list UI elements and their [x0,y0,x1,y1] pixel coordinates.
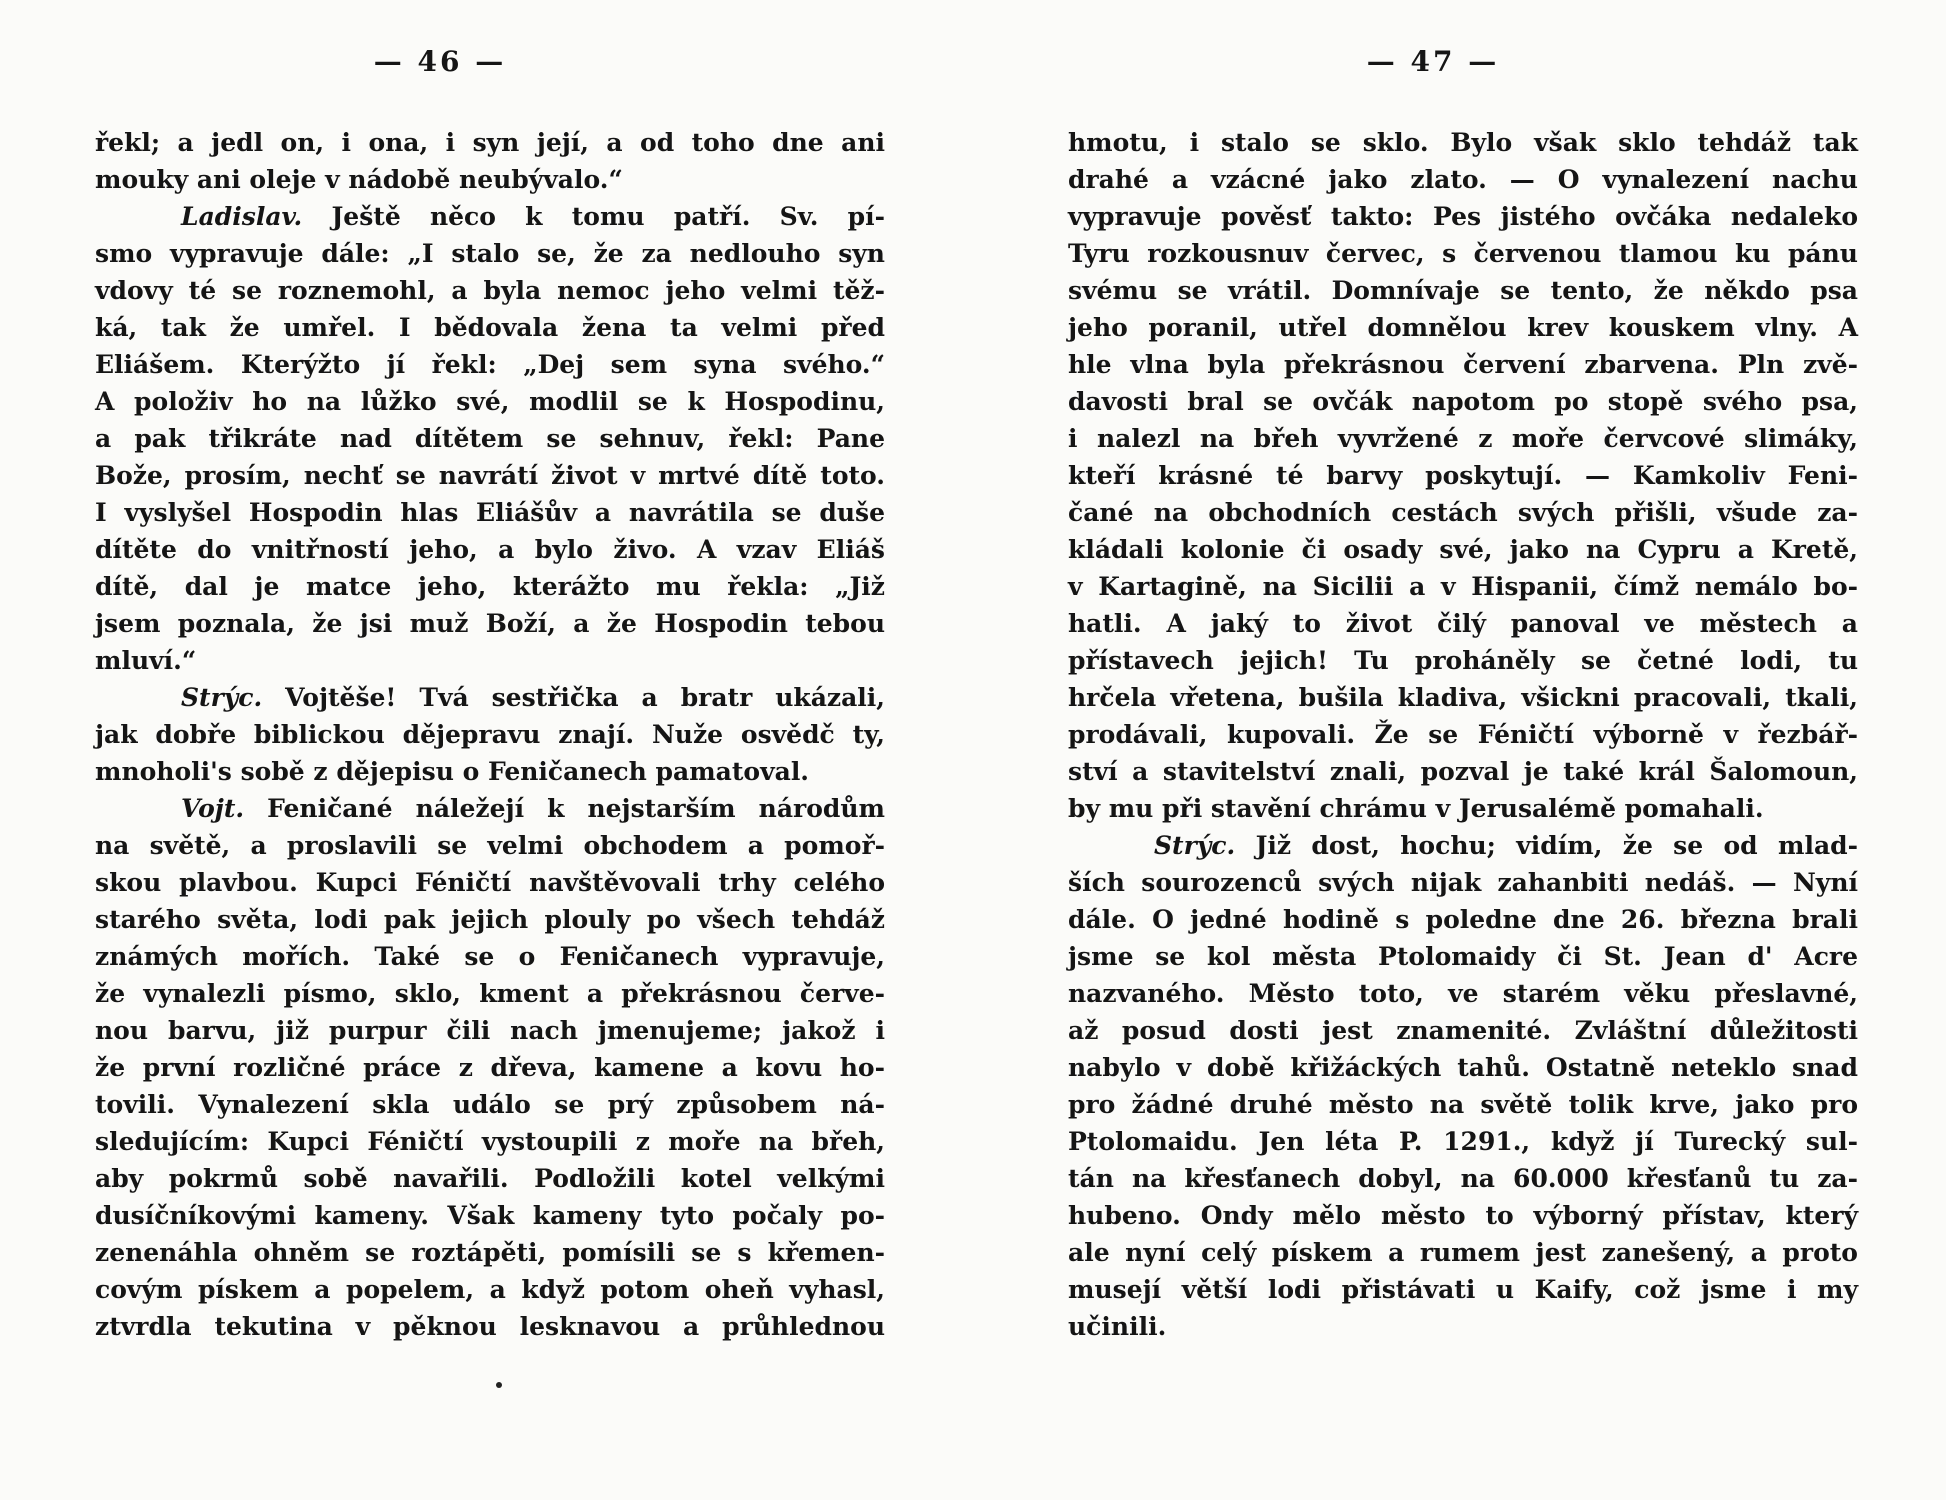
text-line [1068,827,1858,864]
line-text: a pak třikráte nad dítětem se sehnuv, řekl: Pane [95,424,885,453]
text-line [95,346,885,383]
text-line [1068,864,1858,901]
text-line [1068,1271,1858,1308]
text-line [95,827,885,864]
text-line [1068,457,1858,494]
line-text: známých mořích. Také se o Feničanech vypravuje, [95,942,885,971]
line-text: hmotu, i stalo se sklo. Bylo však sklo tehdáž tak [1068,128,1858,157]
line-text: ztvrdla tekutina v pěknou lesknavou a průhlednou [95,1312,885,1341]
line-text: ale nyní celý pískem a rumem jest zanešený, a proto [1068,1238,1858,1267]
line-text: hatli. A jaký to život čilý panoval ve městech a [1068,609,1858,638]
line-text: i nalezl na břeh vyvržené z moře červcové slimáky, [1068,424,1858,453]
line-text: Již dost, hochu; vidím, že se od mlad- [1235,831,1858,860]
line-text: sledujícím: Kupci Féničtí vystoupili z moře na břeh, [95,1127,885,1156]
text-line [95,1086,885,1123]
text-line [1068,235,1858,272]
line-text: covým pískem a popelem, a když potom oheň vyhasl, [95,1275,885,1304]
line-text: Tyru rozkousnuv červec, s červenou tlamou ku pánu [1068,239,1858,268]
line-text: až posud dosti jest znamenité. Zvláštní důležitosti [1068,1016,1858,1045]
text-line [95,753,885,790]
line-text: nabylo v době křižáckých tahů. Ostatně neteklo snad [1068,1053,1858,1082]
text-line [1068,494,1858,531]
text-line [1068,1234,1858,1271]
text-line [1068,1160,1858,1197]
line-text: vdovy té se roznemohl, a byla nemoc jeho velmi těž- [95,276,885,305]
line-text: zenenáhla ohněm se roztápěti, pomísili se s křemen- [95,1238,885,1267]
text-line [1068,975,1858,1012]
line-text: dítě, dal je matce jeho, kterážto mu řekla: „Již [95,572,885,601]
line-text: v Kartagině, na Sicilii a v Hispanii, čímž nemálo bo- [1068,572,1858,601]
text-line [95,309,885,346]
line-text: hubeno. Ondy mělo město to výborný přístav, který [1068,1201,1858,1230]
text-line [95,938,885,975]
text-line [95,568,885,605]
line-text: mluví.“ [95,646,197,675]
line-text: Bože, prosím, nechť se navrátí život v mrtvé dítě toto. [95,461,885,490]
line-text: jeho poranil, utřel domnělou krev kouskem vlny. A [1068,313,1858,342]
line-text: svému se vrátil. Domnívaje se tento, že někdo psa [1068,276,1858,305]
text-line [1068,1049,1858,1086]
line-text: nazvaného. Město toto, ve starém věku přeslavné, [1068,979,1858,1008]
text-line [1068,309,1858,346]
text-line [1068,124,1858,161]
text-line [95,494,885,531]
text-line [1068,1308,1858,1345]
page-body [95,124,885,1345]
text-line [1068,198,1858,235]
line-text: hrčela vřetena, bušila kladiva, všickni pracovali, tkali, [1068,683,1858,712]
text-line [95,1160,885,1197]
text-line [1068,568,1858,605]
line-text: dále. O jedné hodině s poledne dne 26. března brali [1068,905,1858,934]
text-line [95,864,885,901]
text-line [1068,531,1858,568]
text-line [95,1234,885,1271]
text-line [95,975,885,1012]
speaker-name: Ladislav. [181,202,303,231]
page-number: — 47 — [1366,45,1500,78]
text-line [1068,790,1858,827]
text-line [95,1308,885,1345]
text-line [95,457,885,494]
line-text: musejí větší lodi přistávati u Kaify, což jsme i my [1068,1275,1858,1304]
page-number: — 46 — [373,45,507,78]
text-line [95,716,885,753]
speaker-name: Strýc. [1154,831,1236,860]
text-line [1068,938,1858,975]
ink-speck [496,1382,502,1388]
text-line [1068,642,1858,679]
line-text: pro žádné druhé město na světě tolik krve, jako pro [1068,1090,1858,1119]
text-line [1068,605,1858,642]
text-line [95,1197,885,1234]
text-line [95,124,885,161]
line-text: přístavech jejich! Tu proháněly se četné lodi, tu [1068,646,1858,675]
text-line [95,642,885,679]
line-text: A položiv ho na lůžko své, modlil se k Hospodinu, [95,387,885,416]
line-text: by mu při stavění chrámu v Jerusalémě pomahali. [1068,794,1764,823]
text-line [95,605,885,642]
text-line [95,531,885,568]
text-line [1068,1086,1858,1123]
text-line [1068,901,1858,938]
line-text: mnoholi's sobě z dějepisu o Feničanech pamatoval. [95,757,810,786]
left-page [95,40,885,1480]
text-line [1068,679,1858,716]
text-line [95,1271,885,1308]
text-line [95,420,885,457]
text-line [95,1049,885,1086]
line-text: že první rozličné práce z dřeva, kamene a kovu ho- [95,1053,885,1082]
line-text: Ještě něco k tomu patří. Sv. pí- [302,202,885,231]
line-text: na světě, a proslavili se velmi obchodem a pomoř- [95,831,885,860]
line-text: starého světa, lodi pak jejich plouly po všech tehdáž [95,905,885,934]
line-text: nou barvu, již purpur čili nach jmenujeme; jakož i [95,1016,885,1045]
line-text: aby pokrmů sobě navařili. Podložili kotel velkými [95,1164,885,1193]
line-text: ství a stavitelství znali, pozval je také král Šalomoun, [1068,757,1858,786]
line-text: Ptolomaidu. Jen léta P. 1291., když jí Turecký sul- [1068,1127,1858,1156]
right-page [1068,40,1858,1480]
text-line [1068,1123,1858,1160]
line-text: kteří krásné té barvy poskytují. — Kamkoliv Feni- [1068,461,1858,490]
line-text: řekl; a jedl on, i ona, i syn její, a od toho dne ani [95,128,885,157]
line-text: kládali kolonie či osady své, jako na Cypru a Kretě, [1068,535,1858,564]
text-line [1068,1012,1858,1049]
line-text: tovili. Vynalezení skla událo se prý způsobem ná- [95,1090,885,1119]
text-line [95,901,885,938]
page-body [1068,124,1858,1345]
text-line [95,272,885,309]
line-text: davosti bral se ovčák napotom po stopě svého psa, [1068,387,1858,416]
line-text: vypravuje pověsť takto: Pes jistého ovčáka nedaleko [1068,202,1858,231]
line-text: Feničané náležejí k nejstarším národům [244,794,885,823]
line-text: jsem poznala, že jsi muž Boží, a že Hospodin tebou [95,609,885,638]
line-text: ká, tak že umřel. I bědovala žena ta velmi před [95,313,885,342]
text-line [1068,1197,1858,1234]
line-text: skou plavbou. Kupci Féničtí navštěvovali trhy celého [95,868,885,897]
text-line [95,1123,885,1160]
line-text: hle vlna byla překrásnou červení zbarvena. Pln zvě- [1068,350,1858,379]
line-text: prodávali, kupovali. Že se Féničtí výborně v řezbář- [1068,720,1858,749]
speaker-name: Vojt. [181,794,245,823]
line-text: dítěte do vnitřností jeho, a bylo živo. A vzav Eliáš [95,535,885,564]
text-line [1068,161,1858,198]
text-line [95,790,885,827]
line-text: Eliášem. Kterýžto jí řekl: „Dej sem syna svého.“ [95,350,885,379]
text-line [95,1012,885,1049]
line-text: že vynalezli písmo, sklo, kment a překrásnou červe- [95,979,885,1008]
text-line [1068,420,1858,457]
text-line [95,198,885,235]
line-text: I vyslyšel Hospodin hlas Eliášův a navrátila se duše [95,498,885,527]
text-line [1068,346,1858,383]
line-text: jak dobře biblickou dějepravu znají. Nuže osvědč ty, [95,720,885,749]
text-line [1068,383,1858,420]
line-text: čané na obchodních cestách svých přišli, všude za- [1068,498,1858,527]
line-text: Vojtěše! Tvá sestřička a bratr ukázali, [262,683,885,712]
line-text: jsme se kol města Ptolomaidy či St. Jean d' Acre [1068,942,1858,971]
line-text: smo vypravuje dále: „I stalo se, že za nedlouho syn [95,239,885,268]
line-text: ších sourozenců svých nijak zahanbiti nedáš. — Nyní [1068,868,1858,897]
line-text: drahé a vzácné jako zlato. — O vynalezení nachu [1068,165,1858,194]
line-text: mouky ani oleje v nádobě neubývalo.“ [95,165,623,194]
text-line [95,383,885,420]
text-line [1068,272,1858,309]
text-line [95,161,885,198]
speaker-name: Strýc. [181,683,263,712]
line-text: dusíčníkovými kameny. Však kameny tyto počaly po- [95,1201,885,1230]
text-line [1068,716,1858,753]
line-text: učinili. [1068,1312,1167,1341]
text-line [1068,753,1858,790]
text-line [95,235,885,272]
text-line [95,679,885,716]
line-text: tán na křesťanech dobyl, na 60.000 křesťanů tu za- [1068,1164,1858,1193]
